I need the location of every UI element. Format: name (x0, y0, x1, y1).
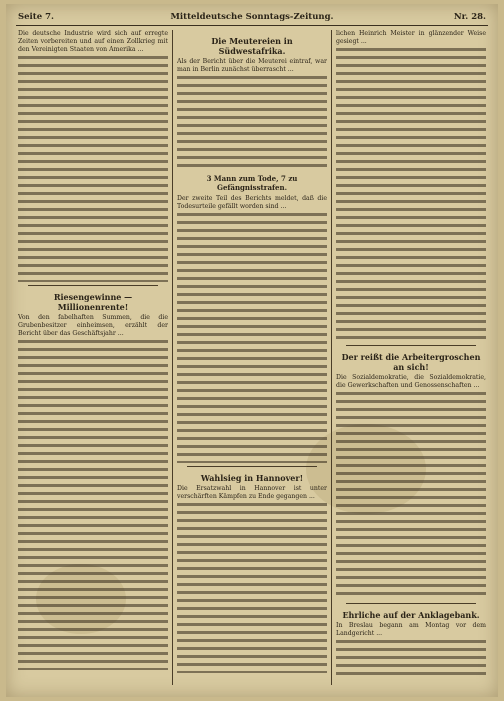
body-text (177, 76, 327, 172)
column-divider (172, 30, 173, 685)
article-lead: Die deutsche Industrie wird sich auf erregte Zeiten vorbereiten und auf einen Zollkrieg mit den Vereinigten Staaten von Amerika ... (18, 30, 168, 53)
body-text (177, 213, 327, 463)
masthead (18, 10, 486, 24)
body-text (336, 392, 486, 600)
page-number: Seite 7. (18, 12, 54, 22)
body-text (18, 340, 168, 670)
article-headline: Wahlsieg in Hannover! (200, 473, 304, 483)
article-lead: Die Ersatzwahl in Hannover ist unter verschärften Kämpfen zu Ende gegangen ... (177, 485, 327, 500)
article-separator (28, 285, 158, 286)
column-2 (177, 30, 327, 685)
newspaper-page (6, 4, 498, 697)
article-lead: Der zweite Teil des Berichts meldet, daß die Todesurteile gefällt worden sind ... (177, 195, 327, 210)
article-lead: Von den fabelhaften Summen, die die Grubenbesitzer einheimsen, erzählt der Bericht über das Geschäftsjahr ... (18, 314, 168, 337)
article-separator (346, 345, 476, 346)
body-text (177, 503, 327, 673)
paper-title: Mitteldeutsche Sonntags-Zeitung. (170, 12, 334, 22)
header-rule (16, 25, 488, 26)
article-headline: Die Meutereien in Südwestafrika. (211, 36, 293, 56)
article-separator (346, 603, 476, 604)
article-lead: Als der Bericht über die Meuterei eintraf, war man in Berlin zunächst überrascht ... (177, 58, 327, 73)
column-1 (18, 30, 168, 685)
article-headline: Der reißt die Arbeitergroschen an sich! (341, 352, 481, 372)
body-text (18, 56, 168, 282)
article-headline: Riesengewinne — Millionenrente! (53, 292, 133, 312)
column-3 (336, 30, 486, 685)
issue-number: Nr. 28. (453, 12, 486, 22)
body-text (336, 640, 486, 680)
article-subheadline: 3 Mann zum Tode, 7 zu Gefängnisstrafen. (206, 174, 298, 192)
article-headline: Ehrliche auf der Anklagebank. (342, 610, 480, 620)
body-text (336, 48, 486, 342)
article-separator (187, 466, 317, 467)
article-lead: Die Sozialdemokratie, die Sozialdemokratie, die Gewerkschaften und Genossenschaften ... (336, 374, 486, 389)
article-lead: lichen Heinrich Meister in glänzender Weise gesiegt ... (336, 30, 486, 45)
column-divider (331, 30, 332, 685)
article-lead: In Breslau begann am Montag vor dem Landgericht ... (336, 622, 486, 637)
